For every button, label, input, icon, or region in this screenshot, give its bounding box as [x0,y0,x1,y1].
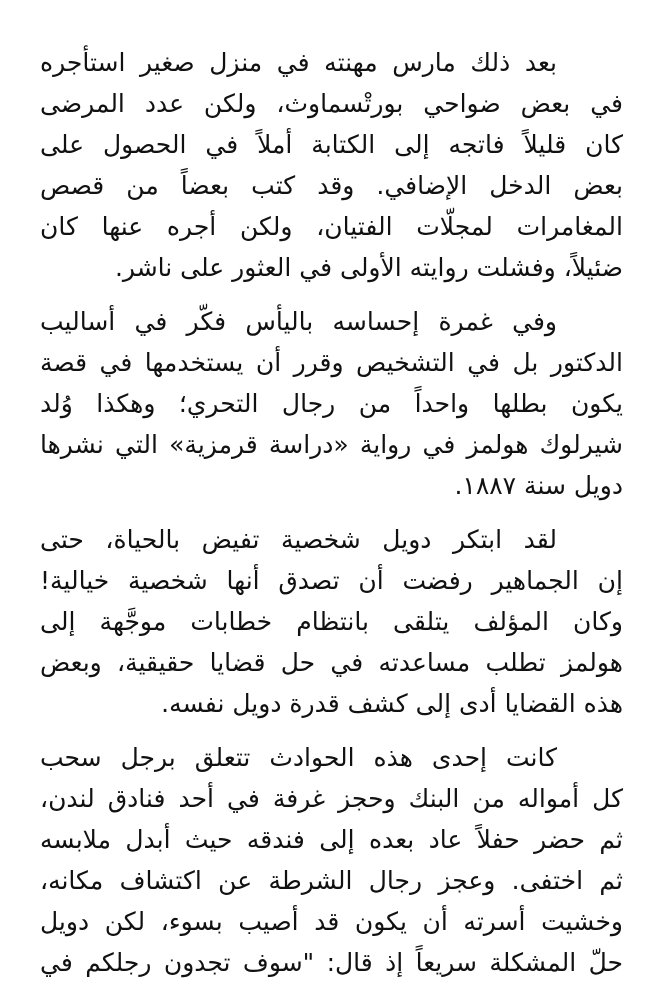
text-line: وكان المؤلف يتلقى بانتظام خطابات موجَّهة إلى [40,607,623,636]
text-line: وفي غمرة إحساسه باليأس فكّر في أساليب [40,307,557,336]
text-line: ثم اختفى. وعجز رجال الشرطة عن اكتشاف مكانه، [40,866,623,895]
text-line: ضئيلاً، وفشلت روايته الأولى في العثور على ناشر. [114,253,623,282]
text-line: بعد ذلك مارس مهنته في منزل صغير استأجره [40,48,557,77]
text-line: كل أمواله من البنك وحجز غرفة في أحد فنادق لندن، [40,784,623,813]
text-line: الدكتور بل في التشخيص وقرر أن يستخدمها في قصة [40,348,623,377]
paragraph [40,42,623,288]
text-line: حلّ المشكلة سريعاً إذ قال: "سوف تجدون رجلكم في [40,948,623,977]
text-line: بعض الدخل الإضافي. وقد كتب بعضاً من قصص [40,171,623,200]
text-line: دويل سنة ١٨٨٧. [454,471,623,500]
article-body [40,42,623,983]
text-line: يكون بطلها واحداً من رجال التحري؛ وهكذا وُلد [40,389,623,418]
paragraph [40,737,623,983]
text-line: لقد ابتكر دويل شخصية تفيض بالحياة، حتى [40,525,557,554]
paragraph [40,301,623,506]
text-line: ثم حضر حفلاً عاد بعده إلى فندقه حيث أبدل ملابسه [40,825,623,854]
text-line: إن الجماهير رفضت أن تصدق أنها شخصية خيالية! [40,566,623,595]
text-line: كانت إحدى هذه الحوادث تتعلق برجل سحب [40,743,557,772]
text-line: المغامرات لمجلّات الفتيان، ولكن أجره عنها كان [40,212,623,241]
text-line: وخشيت أسرته أن يكون قد أصيب بسوء، لكن دويل [40,907,623,936]
text-line: كان قليلاً فاتجه إلى الكتابة أملاً في الحصول على [40,130,623,159]
text-line: في بعض ضواحي بورتْسماوث، ولكن عدد المرضى [40,89,623,118]
text-line: هولمز تطلب مساعدته في حل قضايا حقيقية، وبعض [40,648,623,677]
text-line: شيرلوك هولمز في رواية «دراسة قرمزية» التي نشرها [40,430,623,459]
text-line: هذه القضايا أدى إلى كشف قدرة دويل نفسه. [161,689,623,718]
paragraph [40,519,623,724]
